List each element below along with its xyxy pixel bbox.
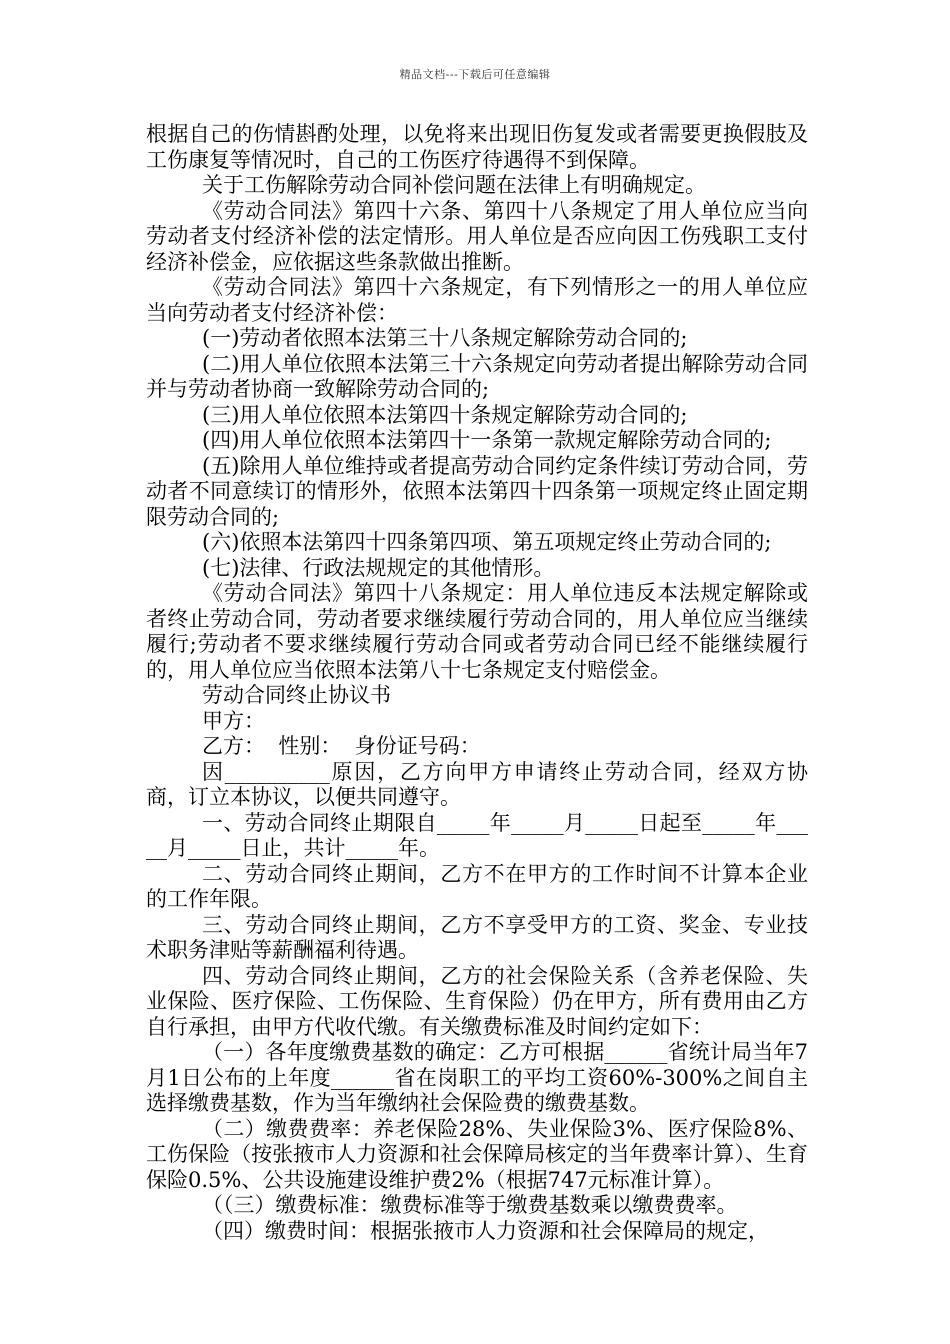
agreement-title: 劳动合同终止协议书 xyxy=(202,683,391,707)
page-header: 精品文档---下载后可任意编辑 xyxy=(399,68,551,81)
paragraph: 《劳动合同法》第四十六条规定，有下列情形之一的用人单位应当向劳动者支付经济补偿： xyxy=(146,275,808,325)
clause-3: 三、劳动合同终止期间，乙方不享受甲方的工资、奖金、专业技术职务津贴等薪酬福利待遇。 xyxy=(146,912,808,962)
party-a-line: 甲方： xyxy=(202,708,265,733)
paragraph: 因__________原因，乙方向甲方申请终止劳动合同，经双方协商，订立本协议，以便共同遵守。 xyxy=(146,759,808,809)
sub-clause-1: （一）各年度缴费基数的确定：乙方可根据______省统计局当年7月1日公布的上年度______省在岗职工的平均工资60%-300%之间自主选择缴费基数，作为当年缴纳社会保险费的缴费基数。 xyxy=(146,1040,808,1115)
party-b-line: 乙方： 性别： 身份证号码： xyxy=(202,734,481,758)
clause-4: 四、劳动合同终止期间，乙方的社会保险关系（含养老保险、失业保险、医疗保险、工伤保险、生育保险）仍在甲方，所有费用由乙方自行承担，由甲方代收代缴。有关缴费标准及时间约定如下： xyxy=(146,963,808,1039)
paragraph: 关于工伤解除劳动合同补偿问题在法律上有明确规定。 xyxy=(202,173,706,197)
paragraph: 根据自己的伤情斟酌处理，以免将来出现旧伤复发或者需要更换假肢及工伤康复等情况时，自己的工伤医疗待遇得不到保障。 xyxy=(146,122,808,172)
list-item: (六)依照本法第四十四条第四项、第五项规定终止劳动合同的; xyxy=(202,530,772,554)
paragraph: 《劳动合同法》第四十八条规定：用人单位违反本法规定解除或者终止劳动合同，劳动者要求继续履行劳动合同的，用人单位应当继续履行;劳动者不要求继续履行劳动合同或者劳动合同已经不能继续履行的，用人单位应当依照本法第八十七条规定支付赔偿金。 xyxy=(146,581,808,682)
sub-clause-4: （四）缴费时间：根据张掖市人力资源和社会保障局的规定， xyxy=(202,1218,769,1243)
list-item: (四)用人单位依照本法第四十一条第一款规定解除劳动合同的; xyxy=(202,428,772,452)
document-body xyxy=(146,122,808,1244)
list-item: (七)法律、行政法规规定的其他情形。 xyxy=(202,555,555,580)
sub-clause-3: （（三）缴费标准：缴费标准等于缴费基数乘以缴费费率。 xyxy=(202,1193,738,1217)
list-item: (三)用人单位依照本法第四十条规定解除劳动合同的; xyxy=(202,402,688,427)
list-item: (五)除用人单位维持或者提高劳动合同约定条件续订劳动合同，劳动者不同意续订的情形外，依照本法第四十四条第一项规定终止固定期限劳动合同的; xyxy=(146,453,808,529)
paragraph: 《劳动合同法》第四十六条、第四十八条规定了用人单位应当向劳动者支付经济补偿的法定情形。用人单位是否应向因工伤残职工支付经济补偿金，应依据这些条款做出推断。 xyxy=(146,198,808,274)
clause-2: 二、劳动合同终止期间，乙方不在甲方的工作时间不计算本企业的工作年限。 xyxy=(146,861,808,911)
list-item: (二)用人单位依照本法第三十六条规定向劳动者提出解除劳动合同并与劳动者协商一致解除劳动合同的; xyxy=(146,351,808,401)
list-item: (一)劳动者依照本法第三十八条规定解除劳动合同的; xyxy=(202,326,688,350)
clause-1: 一、劳动合同终止期限自_____年_____月_____日起至_____年_____月_____日止，共计_____年。 xyxy=(146,810,808,860)
sub-clause-2: （二）缴费费率：养老保险28%、失业保险3%、医疗保险8%、工伤保险（按张掖市人力资源和社会保障局核定的当年费率计算）、生育保险0.5%、公共设施建设维护费2%（根据747元标准计算）。 xyxy=(146,1116,808,1192)
